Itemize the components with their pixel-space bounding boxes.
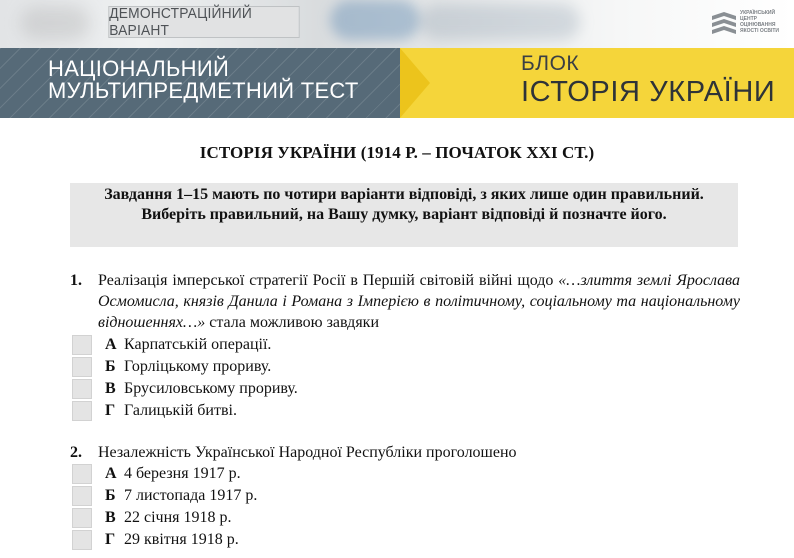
option-letter: Г: [105, 531, 116, 548]
question-1: [70, 270, 740, 420]
option-text: Карпатській операції.: [124, 336, 272, 353]
option-text: 29 квітня 1918 р.: [124, 531, 239, 548]
answer-option-h[interactable]: [70, 529, 470, 551]
question-number: 2.: [70, 444, 82, 461]
ucoyo-logo: [710, 10, 788, 40]
answer-option-a[interactable]: [70, 463, 470, 485]
answer-option-h[interactable]: [70, 400, 470, 422]
logo-caption: УКРАЇНСЬКИЙ ЦЕНТР ОЦІНЮВАННЯ ЯКОСТІ ОСВІТИ: [740, 10, 780, 34]
option-text: Горліцькому прориву.: [124, 358, 272, 375]
option-letter: Б: [105, 487, 116, 504]
test-title-line1: НАЦІОНАЛЬНИЙ: [48, 56, 230, 81]
question-text: Реалізація імперської стратегії Росії в Першій світовій війні щодо «…злиття землі Ярослава Осмомисла, князів Данила і Романа з Імперією в політичному, соціальному та національному відношеннях…» стала можливою завдяки: [98, 272, 740, 331]
block-label: БЛОК: [521, 52, 580, 75]
answer-option-b[interactable]: [70, 356, 470, 378]
question-quote: «…злиття землі Ярослава Осмомисла, князів Данила і Романа з Імперією в політичному, соціальному та національному відношеннях…»: [98, 272, 740, 331]
option-text: Брусиловському прориву.: [124, 380, 298, 397]
answer-option-v[interactable]: [70, 378, 470, 400]
answer-checkbox[interactable]: [72, 508, 92, 528]
option-letter: Г: [105, 402, 116, 419]
answer-checkbox[interactable]: [72, 357, 92, 377]
instructions-box: Завдання 1–15 мають по чотири варіанти відповіді, з яких лише один правильний. Виберіть правильний, на Вашу думку, варіант відповіді й позначте його.: [70, 183, 738, 247]
subject-title: ІСТОРІЯ УКРАЇНИ: [521, 76, 776, 108]
test-title-line2: МУЛЬТИПРЕДМЕТНИЙ ТЕСТ: [48, 78, 359, 103]
option-text: 22 січня 1918 р.: [124, 509, 232, 526]
subject-panel: [400, 48, 794, 118]
panel-arrow: [400, 48, 430, 118]
answer-option-b[interactable]: [70, 485, 470, 507]
option-letter: В: [105, 380, 116, 397]
option-text: Галицькій битві.: [124, 402, 237, 419]
header-banner: [0, 0, 794, 118]
answer-option-a[interactable]: [70, 334, 470, 356]
section-title: ІСТОРІЯ УКРАЇНИ (1914 Р. – ПОЧАТОК ХХІ СТ.): [199, 143, 595, 162]
answer-option-v[interactable]: [70, 507, 470, 529]
ucoyo-logo-icon: [710, 10, 738, 40]
test-title-panel: [0, 48, 400, 118]
question-2: [70, 442, 740, 554]
option-letter: В: [105, 509, 116, 526]
demo-version-badge: ДЕМОНСТРАЦІЙНИЙ ВАРІАНТ: [108, 6, 299, 38]
option-letter: А: [105, 465, 117, 482]
option-letter: А: [105, 336, 117, 353]
question-text: Незалежність Української Народної Республіки проголошено: [98, 444, 517, 461]
answer-checkbox[interactable]: [72, 335, 92, 355]
answer-checkbox[interactable]: [72, 486, 92, 506]
option-letter: Б: [105, 358, 116, 375]
answer-checkbox[interactable]: [72, 401, 92, 421]
answer-checkbox[interactable]: [72, 379, 92, 399]
question-number: 1.: [70, 272, 82, 289]
option-text: 4 березня 1917 р.: [124, 465, 241, 482]
test-title: [48, 58, 398, 102]
answer-checkbox[interactable]: [72, 464, 92, 484]
answer-checkbox[interactable]: [72, 530, 92, 550]
option-text: 7 листопада 1917 р.: [124, 487, 258, 504]
